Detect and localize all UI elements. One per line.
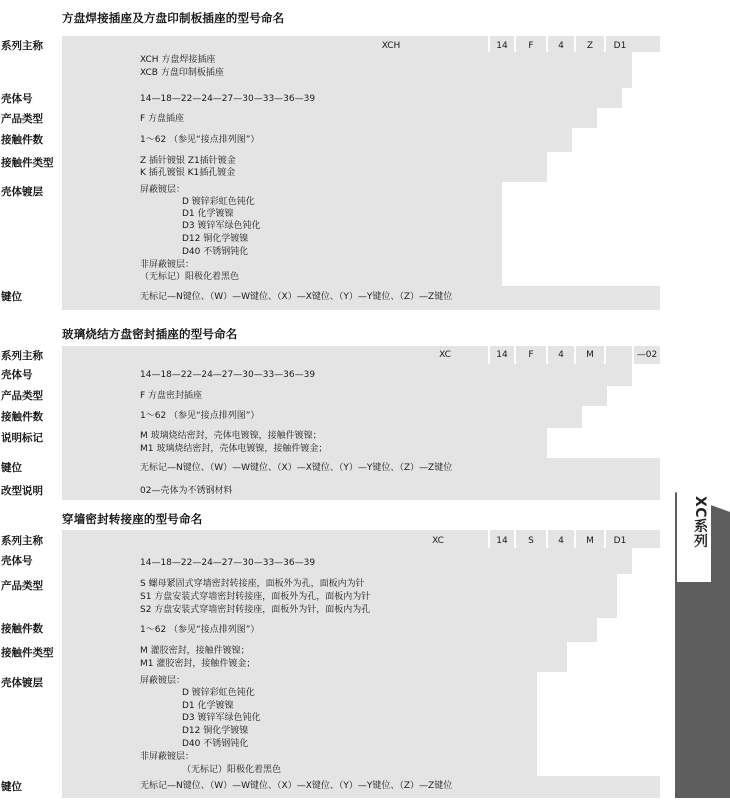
plating-line: D12 铜化学镀镍 bbox=[182, 234, 249, 244]
section1-title: 方盘焊接插座及方盘印制板插座的型号命名 bbox=[62, 11, 285, 25]
plating-line: D3 镀锌军绿色钝化 bbox=[182, 221, 261, 231]
label-mark: 说明标记 bbox=[1, 432, 43, 444]
plating-line: 非屏蔽镀层： bbox=[140, 752, 195, 762]
type-line: S1 方盘安装式穿墙密封转接座，面板外为孔，面板内为针 bbox=[140, 592, 371, 602]
plating-line: D3 镀锌军绿色钝化 bbox=[182, 713, 261, 723]
plating-line: D40 不锈钢钝化 bbox=[182, 739, 249, 749]
header-mark: M bbox=[586, 350, 594, 360]
header-code: XC bbox=[439, 350, 451, 360]
label-key: 键位 bbox=[1, 781, 22, 793]
label-series: 系列主称 bbox=[1, 40, 43, 52]
header-plating: D1 bbox=[613, 536, 627, 546]
contact-line: M1 灌胶密封，接触件镀金； bbox=[140, 659, 256, 669]
label-shell: 壳体号 bbox=[1, 369, 33, 381]
label-shell: 壳体号 bbox=[1, 93, 33, 105]
header-shell: 14 bbox=[496, 536, 508, 546]
type-value: F 方盘插座 bbox=[140, 114, 185, 124]
shell-values: 14—18—22—24—27—30—33—36—39 bbox=[140, 370, 316, 380]
plating-line: D1 化学镀镍 bbox=[182, 701, 234, 711]
type-line: S2 方盘安装式穿墙密封转接座，面板外为针，面板内为孔 bbox=[140, 605, 371, 615]
plating-line: 屏蔽镀层： bbox=[140, 185, 186, 195]
shell-values: 14—18—22—24—27—30—33—36—39 bbox=[140, 94, 316, 104]
header-contact: Z bbox=[586, 41, 594, 51]
label-type: 产品类型 bbox=[1, 580, 43, 592]
mod-value: 02—壳体为不锈钢材料 bbox=[140, 486, 233, 496]
plating-line: 非屏蔽镀层： bbox=[140, 260, 195, 270]
section3-title: 穿墙密封转接座的型号命名 bbox=[62, 512, 203, 526]
type-line: S 螺母紧固式穿墙密封转接座，面板外为孔，面板内为针 bbox=[140, 579, 365, 589]
label-series: 系列主称 bbox=[1, 535, 43, 547]
count-value: 1～62 （参见“接点排列图”） bbox=[140, 625, 260, 635]
header-type: S bbox=[528, 536, 534, 546]
contact-line: K 插孔镀银 K1插孔镀金 bbox=[140, 168, 236, 178]
header-count: 4 bbox=[558, 41, 564, 51]
label-type: 产品类型 bbox=[1, 113, 43, 125]
plating-line: D40 不锈钢钝化 bbox=[182, 247, 249, 257]
label-key: 键位 bbox=[1, 462, 22, 474]
contact-line: M 灌胶密封，接触件镀镍； bbox=[140, 646, 250, 656]
mark-line: M 玻璃烧结密封，壳体电镀镍，接触件镀镍； bbox=[140, 431, 322, 441]
type-value: F 方盘密封插座 bbox=[140, 391, 203, 401]
label-plating: 壳体镀层 bbox=[1, 186, 43, 198]
contact-line: Z 插针镀银 Z1插针镀金 bbox=[140, 156, 236, 166]
label-key: 键位 bbox=[1, 291, 22, 303]
label-modification: 改型说明 bbox=[1, 485, 43, 497]
plating-line: D 镀锌彩虹色钝化 bbox=[182, 197, 255, 207]
count-value: 1～62 （参见“接点排列图”） bbox=[140, 411, 260, 421]
label-contact: 接触件类型 bbox=[1, 157, 54, 169]
label-count: 接触件数 bbox=[1, 623, 43, 635]
header-count: 4 bbox=[558, 536, 564, 546]
header-plating: D1 bbox=[613, 41, 627, 51]
label-contact: 接触件类型 bbox=[1, 647, 54, 659]
plating-line: （无标记）阳极化着黑色 bbox=[182, 765, 282, 775]
series-tab-label: XC系列 bbox=[692, 496, 708, 549]
header-count: 4 bbox=[558, 350, 564, 360]
header-code: XCH bbox=[381, 41, 401, 51]
plating-line: D12 铜化学镀镍 bbox=[182, 726, 249, 736]
label-type: 产品类型 bbox=[1, 390, 43, 402]
plating-line: D1 化学镀镍 bbox=[182, 209, 234, 219]
plating-line: （无标记）阳极化着黑色 bbox=[140, 272, 240, 282]
key-value: 无标记—N键位、（W）—W键位、（X）—X键位、（Y）—Y键位、（Z）—Z键位 bbox=[140, 463, 453, 473]
plating-line: D 镀锌彩虹色钝化 bbox=[182, 688, 255, 698]
header-shell: 14 bbox=[496, 350, 508, 360]
header-mod: —02 bbox=[636, 350, 658, 360]
label-plating: 壳体镀层 bbox=[1, 677, 43, 689]
header-contact: M bbox=[586, 536, 594, 546]
key-value: 无标记—N键位、（W）—W键位、（X）—X键位、（Y）—Y键位、（Z）—Z键位 bbox=[140, 292, 453, 302]
plating-line: 屏蔽镀层： bbox=[140, 676, 186, 686]
label-count: 接触件数 bbox=[1, 411, 43, 423]
header-type: F bbox=[528, 350, 534, 360]
key-value: 无标记—N键位、（W）—W键位、（X）—X键位、（Y）—Y键位、（Z）—Z键位 bbox=[140, 781, 453, 791]
header-shell: 14 bbox=[496, 41, 508, 51]
series-line: XCB 方盘印制板插座 bbox=[140, 68, 224, 78]
series-line: XCH 方盘焊接插座 bbox=[140, 55, 216, 65]
header-code: XC bbox=[432, 536, 444, 546]
label-count: 接触件数 bbox=[1, 134, 43, 146]
count-value: 1～62 （参见“接点排列图”） bbox=[140, 135, 260, 145]
section2-title: 玻璃烧结方盘密封插座的型号命名 bbox=[62, 327, 238, 341]
mark-line: M1 玻璃烧结密封，壳体电镀镍，接触件镀金； bbox=[140, 444, 328, 454]
header-type: F bbox=[528, 41, 534, 51]
label-shell: 壳体号 bbox=[1, 555, 33, 567]
label-series: 系列主称 bbox=[1, 350, 43, 362]
shell-values: 14—18—22—24—27—30—33—36—39 bbox=[140, 558, 316, 568]
